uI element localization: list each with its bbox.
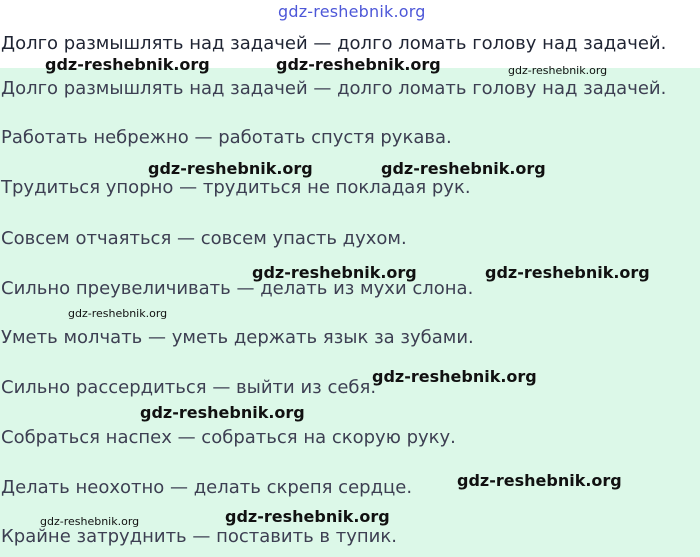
text-line: Собраться наспех — собраться на скорую руку. bbox=[1, 427, 456, 448]
watermark: gdz-reshebnik.org bbox=[45, 55, 210, 74]
text-line: Работать небрежно — работать спустя рукава. bbox=[1, 127, 452, 148]
text-line: Долго размышлять над задачей — долго ломать голову над задачей. bbox=[1, 33, 667, 54]
text-line: Долго размышлять над задачей — долго ломать голову над задачей. bbox=[1, 78, 667, 99]
text-line: Крайне затруднить — поставить в тупик. bbox=[1, 526, 397, 547]
watermark: gdz-reshebnik.org bbox=[252, 263, 417, 282]
text-line: Уметь молчать — уметь держать язык за зубами. bbox=[1, 327, 474, 348]
watermark: gdz-reshebnik.org bbox=[457, 471, 622, 490]
text-line: Сильно преувеличивать — делать из мухи слона. bbox=[1, 278, 474, 299]
text-line: Сильно рассердиться — выйти из себя. bbox=[1, 377, 377, 398]
text-line: Совсем отчаяться — совсем упасть духом. bbox=[1, 228, 407, 249]
watermark: gdz-reshebnik.org bbox=[40, 515, 140, 528]
site-watermark-header: gdz-reshebnik.org bbox=[278, 2, 426, 21]
watermark: gdz-reshebnik.org bbox=[508, 64, 608, 77]
watermark: gdz-reshebnik.org bbox=[140, 403, 305, 422]
watermark: gdz-reshebnik.org bbox=[381, 159, 546, 178]
watermark: gdz-reshebnik.org bbox=[485, 263, 650, 282]
watermark: gdz-reshebnik.org bbox=[148, 159, 313, 178]
watermark: gdz-reshebnik.org bbox=[225, 507, 390, 526]
text-line: Делать неохотно — делать скрепя сердце. bbox=[1, 477, 413, 498]
watermark: gdz-reshebnik.org bbox=[68, 307, 168, 320]
watermark: gdz-reshebnik.org bbox=[372, 367, 537, 386]
text-line: Трудиться упорно — трудиться не покладая рук. bbox=[1, 177, 471, 198]
watermark: gdz-reshebnik.org bbox=[276, 55, 441, 74]
